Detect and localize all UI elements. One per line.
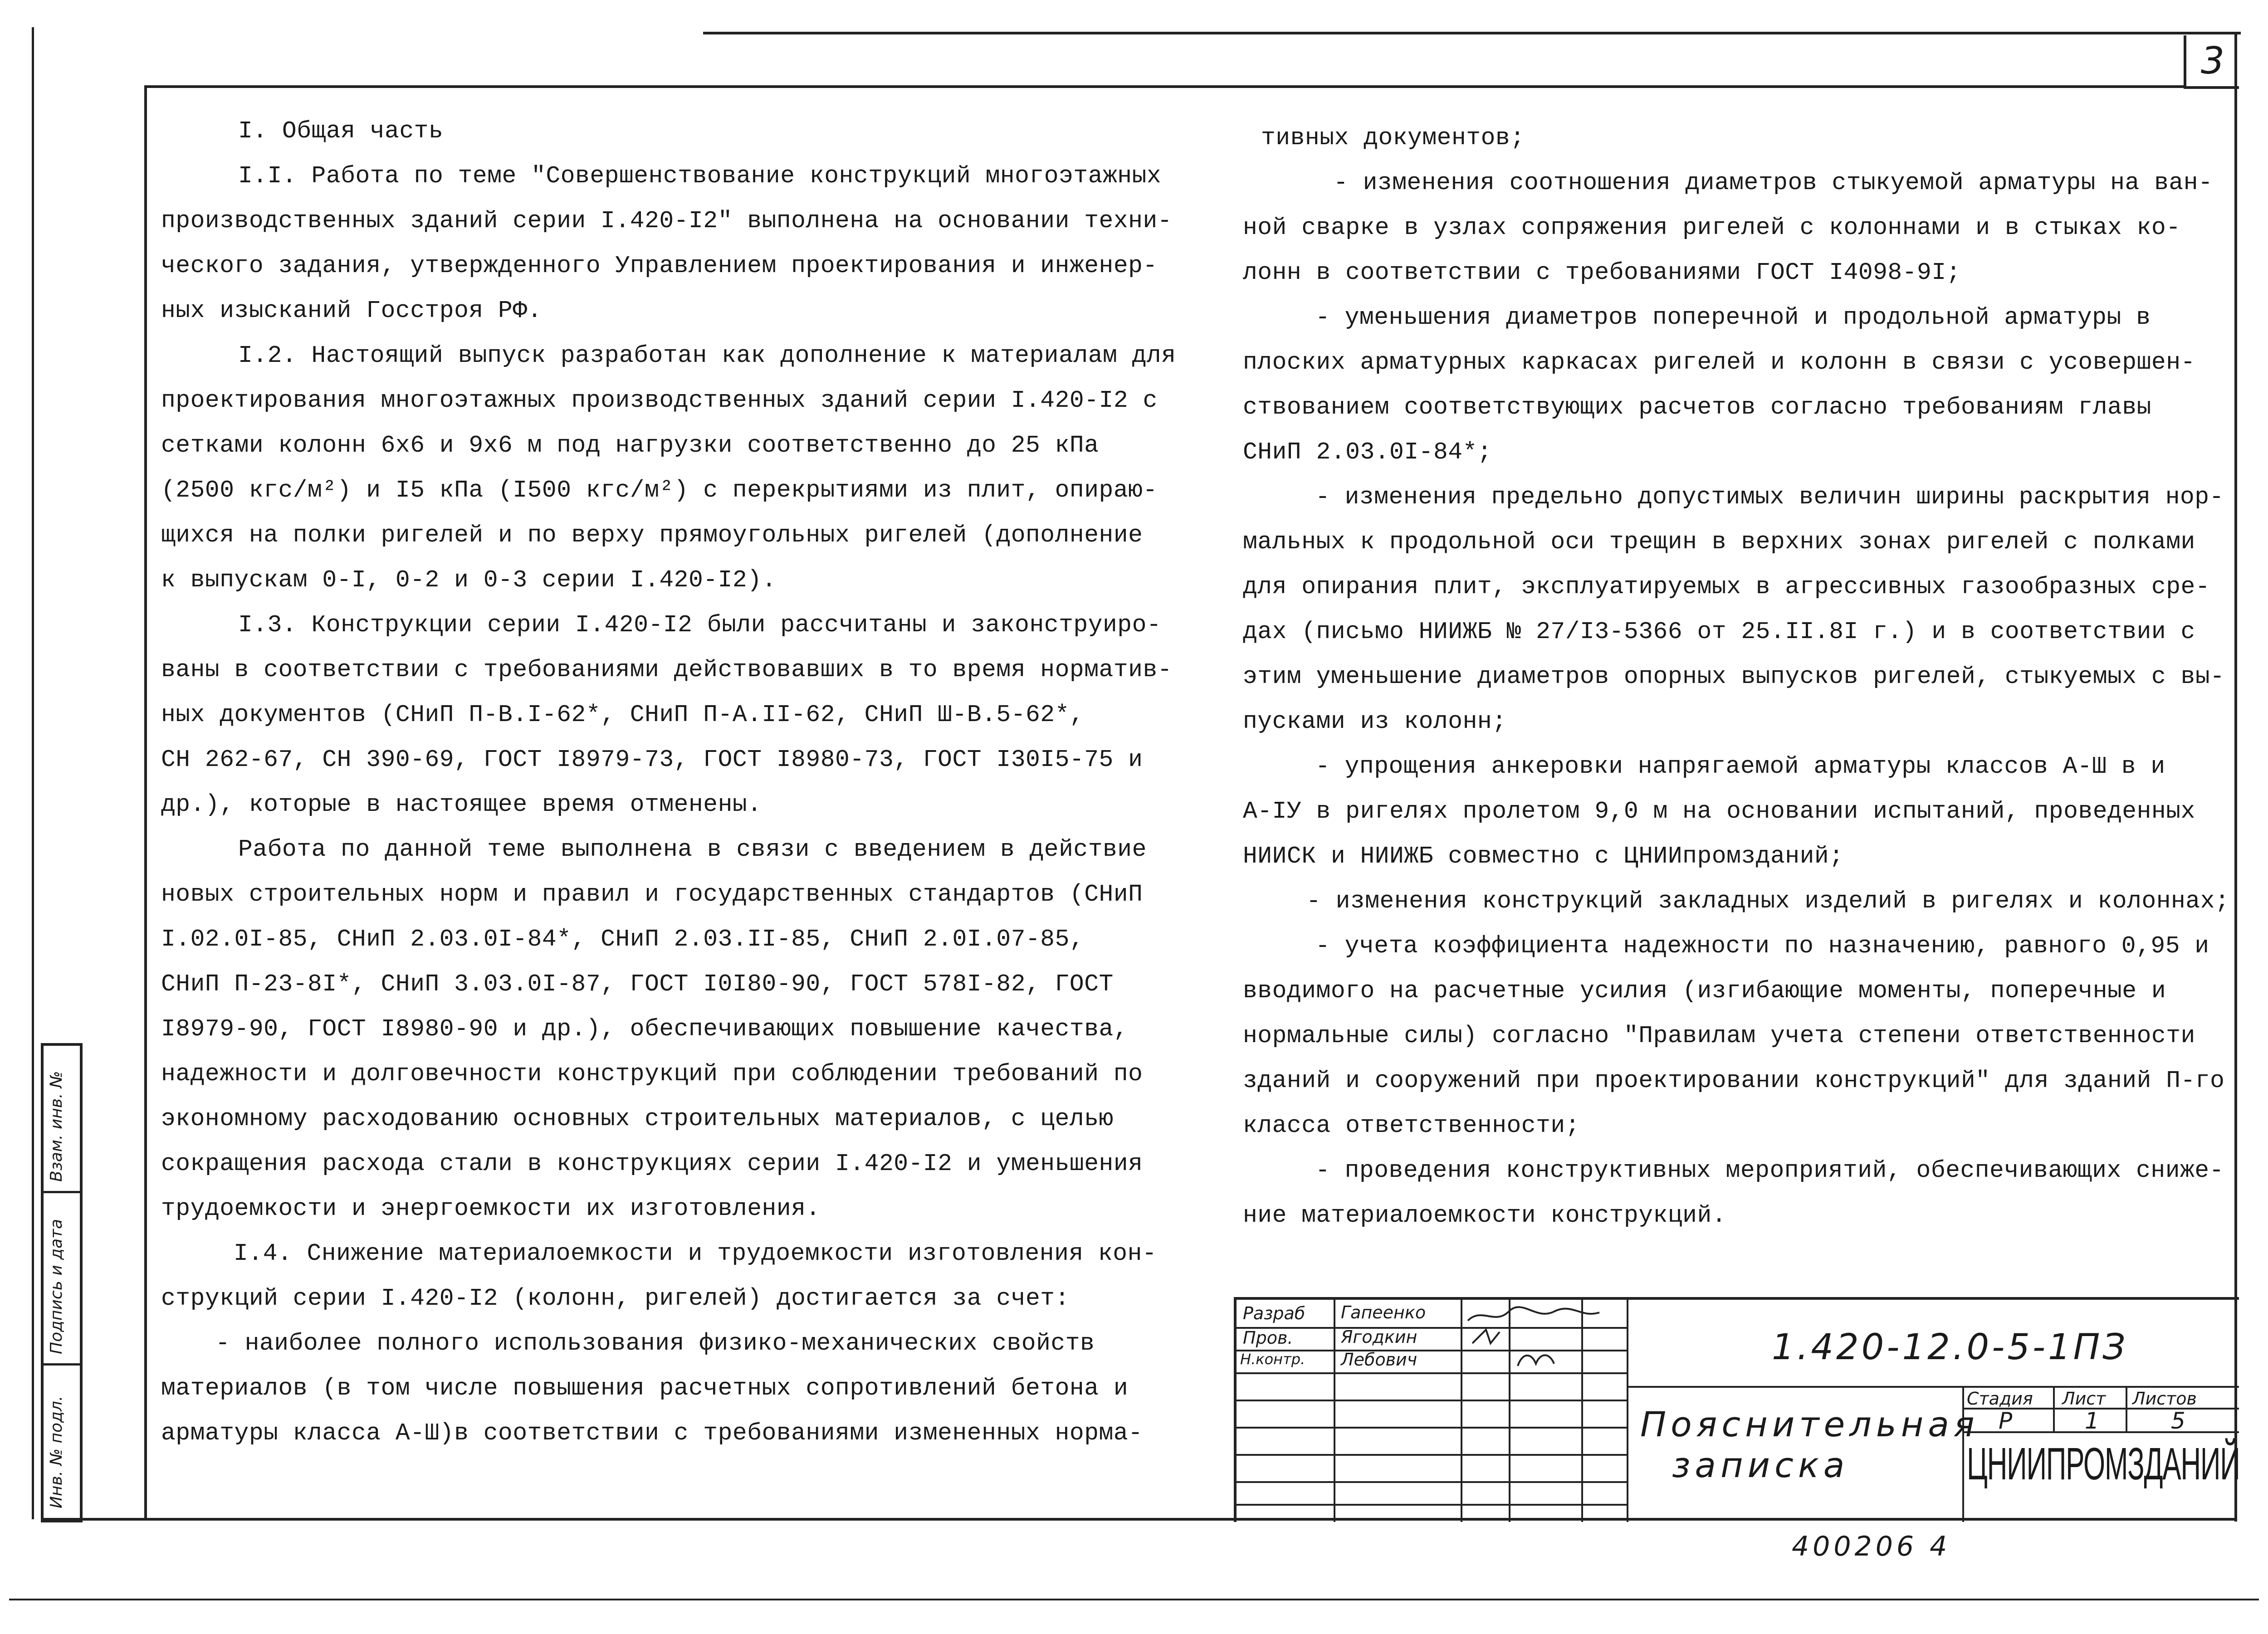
- name-developer: Гапеенко: [1341, 1302, 1426, 1322]
- text-line: экономному расходованию основных строительных материалов, с целью: [161, 1105, 1114, 1132]
- text-line: ных документов (СНиП П-В.I-62*, СНиП П-А.II-62, СНиП Ш-В.5-62*,: [161, 701, 1085, 728]
- text-line: новых строительных норм и правил и государственных стандартов (СНиП: [161, 881, 1143, 908]
- text-line: I.I. Работа по теме "Совершенствование конструкций многоэтажных: [238, 162, 1162, 190]
- side-divider: [44, 1363, 80, 1366]
- binding-line: [32, 27, 34, 1519]
- frame-left-line: [144, 85, 147, 1521]
- name-checker: Ягодкин: [1341, 1327, 1418, 1347]
- side-label-inv-no: Инв. № подл.: [47, 1395, 66, 1508]
- text-line: СН 262-67, СН 390-69, ГОСТ I8979-73, ГОСТ I8980-73, ГОСТ I30I5-75 и: [161, 746, 1143, 773]
- sheet-label: Лист: [2062, 1389, 2106, 1409]
- document-designation: 1.420-12.0-5-1ПЗ: [1772, 1327, 2128, 1368]
- sheets-value: 5: [2171, 1408, 2185, 1434]
- text-line: арматуры класса А-Ш)в соответствии с требованиями измененных норма-: [161, 1419, 1143, 1447]
- text-line: сокращения расхода стали в конструкциях серии I.420-I2 и уменьшения: [161, 1150, 1143, 1177]
- side-divider: [44, 1191, 80, 1193]
- text-line: производственных зданий серии I.420-I2" выполнена на основании техни-: [161, 207, 1173, 234]
- role-developer: Разраб: [1243, 1303, 1305, 1323]
- text-line: плоских арматурных каркасах ригелей и колонн в связи с усовершен-: [1243, 349, 2195, 376]
- text-line: (2500 кгс/м²) и I5 кПа (I500 кгс/м²) с перекрытиями из плит, опираю-: [161, 477, 1158, 504]
- bottom-edge-line: [9, 1599, 2259, 1600]
- text-line: ных изысканий Госстроя РФ.: [161, 297, 542, 324]
- text-line: этим уменьшение диаметров опорных выпусков ригелей, стыкуемых с вы-: [1243, 663, 2225, 690]
- text-line: I.4. Снижение материалоемкости и трудоемкости изготовления кон-: [234, 1240, 1157, 1267]
- text-line: ной сварке в узлах сопряжения ригелей с колоннами и в стыках ко-: [1243, 214, 2181, 241]
- document-title-line2: записка: [1672, 1445, 1849, 1485]
- signatures-image: [1463, 1302, 1627, 1371]
- text-line: I.2. Настоящий выпуск разработан как дополнение к материалам для: [238, 342, 1176, 369]
- text-line: СНиП 2.03.0I-84*;: [1243, 439, 1492, 466]
- left-text-column: [161, 109, 1176, 1456]
- side-approval-strip: [41, 1043, 83, 1522]
- text-line: для опирания плит, эксплуатируемых в агрессивных газообразных сре-: [1243, 573, 2210, 600]
- text-line: ствованием соответствующих расчетов согласно требованиям главы: [1243, 394, 2151, 421]
- text-line: - наиболее полного использования физико-механических свойств: [215, 1330, 1095, 1357]
- text-line: сетками колонн 6х6 и 9х6 м под нагрузки соответственно до 25 кПа: [161, 432, 1099, 459]
- text-line: - упрощения анкеровки напрягаемой арматуры классов А-Ш в и: [1315, 753, 2165, 780]
- sheet-number: 3: [2184, 35, 2239, 89]
- sheet-value: 1: [2085, 1408, 2099, 1434]
- text-line: I.3. Конструкции серии I.420-I2 были рассчитаны и законструиро-: [238, 611, 1162, 639]
- text-line: I8979-90, ГОСТ I8980-90 и др.), обеспечивающих повышение качества,: [161, 1015, 1129, 1043]
- footer-number: 400206 4: [1792, 1531, 1951, 1562]
- text-line: щихся на полки ригелей и по верху прямоугольных ригелей (дополнение: [161, 522, 1143, 549]
- stage-value: Р: [1999, 1408, 2013, 1434]
- role-checker: Пров.: [1243, 1328, 1293, 1348]
- text-line: дах (письмо НИИЖБ № 27/I3-5366 от 25.II.8I г.) и в соответствии с: [1243, 618, 2195, 645]
- role-norm-control: Н.контр.: [1240, 1351, 1305, 1368]
- frame-top-line: [703, 32, 2241, 34]
- text-line: - уменьшения диаметров поперечной и продольной арматуры в: [1315, 304, 2151, 331]
- text-line: лонн в соответствии с требованиями ГОСТ I4098-9I;: [1243, 259, 1961, 286]
- text-line: тивных документов;: [1261, 124, 1525, 151]
- text-line: ваны в соответствии с требованиями действовавших в то время норматив-: [161, 656, 1173, 683]
- text-line: НИИСК и НИИЖБ совместно с ЦНИИпромзданий;: [1243, 843, 1844, 870]
- text-line: др.), которые в настоящее время отменены.: [161, 791, 762, 818]
- text-line: проектирования многоэтажных производственных зданий серии I.420-I2 с: [161, 387, 1158, 414]
- text-line: к выпускам 0-I, 0-2 и 0-3 серии I.420-I2).: [161, 566, 777, 594]
- text-line: нормальные силы) согласно "Правилам учета степени ответственности: [1243, 1022, 2195, 1049]
- text-line: - изменения предельно допустимых величин ширины раскрытия нор-: [1315, 483, 2224, 511]
- text-line: I.02.0I-85, СНиП 2.03.0I-84*, СНиП 2.03.II-85, СНиП 2.0I.07-85,: [161, 926, 1085, 953]
- text-line: надежности и долговечности конструкций при соблюдении требований по: [161, 1060, 1143, 1088]
- stage-label: Стадия: [1967, 1389, 2033, 1409]
- name-norm-control: Лебович: [1341, 1350, 1418, 1370]
- text-line: Работа по данной теме выполнена в связи с введением в действие: [238, 836, 1147, 863]
- title-block: [1234, 1297, 2239, 1522]
- text-line: струкций серии I.420-I2 (колонн, ригелей) достигается за счет:: [161, 1285, 1070, 1312]
- text-line: - изменения конструкций закладных изделий в ригелях и колоннах;: [1306, 888, 2230, 915]
- text-line: трудоемкости и энергоемкости их изготовления.: [161, 1195, 821, 1222]
- text-line: зданий и сооружений при проектировании конструкций" для зданий П-го: [1243, 1067, 2225, 1094]
- organization-name: ЦНИИПРОМЗДАНИЙ: [1967, 1439, 2240, 1489]
- text-line: СНиП П-23-8I*, СНиП 3.03.0I-87, ГОСТ I0I80-90, ГОСТ 578I-82, ГОСТ: [161, 971, 1114, 998]
- side-label-vzam-inv: Взам. инв. №: [47, 1071, 66, 1182]
- text-line: - учета коэффициента надежности по назначению, равного 0,95 и: [1315, 932, 2209, 960]
- text-line: класса ответственности;: [1243, 1112, 1580, 1139]
- text-line: вводимого на расчетные усилия (изгибающие моменты, поперечные и: [1243, 977, 2166, 1005]
- text-line: - проведения конструктивных мероприятий, обеспечивающих сниже-: [1315, 1157, 2224, 1184]
- text-line: ческого задания, утвержденного Управлением проектирования и инженер-: [161, 252, 1158, 279]
- text-line: пусками из колонн;: [1243, 708, 1507, 735]
- sheets-label: Листов: [2132, 1389, 2197, 1409]
- text-line: I. Общая часть: [238, 117, 444, 145]
- text-line: ние материалоемкости конструкций.: [1243, 1202, 1727, 1229]
- side-label-sign-date: Подпись и дата: [47, 1219, 66, 1354]
- text-line: А-IУ в ригелях пролетом 9,0 м на основании испытаний, проведенных: [1243, 798, 2195, 825]
- document-title-line1: Пояснительная: [1640, 1404, 1979, 1444]
- text-line: мальных к продольной оси трещин в верхних зонах ригелей с полками: [1243, 528, 2195, 556]
- text-line: материалов (в том числе повышения расчетных сопротивлений бетона и: [161, 1375, 1129, 1402]
- frame-mid-top-line: [145, 85, 2186, 88]
- text-line: - изменения соотношения диаметров стыкуемой арматуры на ван-: [1334, 169, 2213, 196]
- right-text-column: [1243, 116, 2230, 1238]
